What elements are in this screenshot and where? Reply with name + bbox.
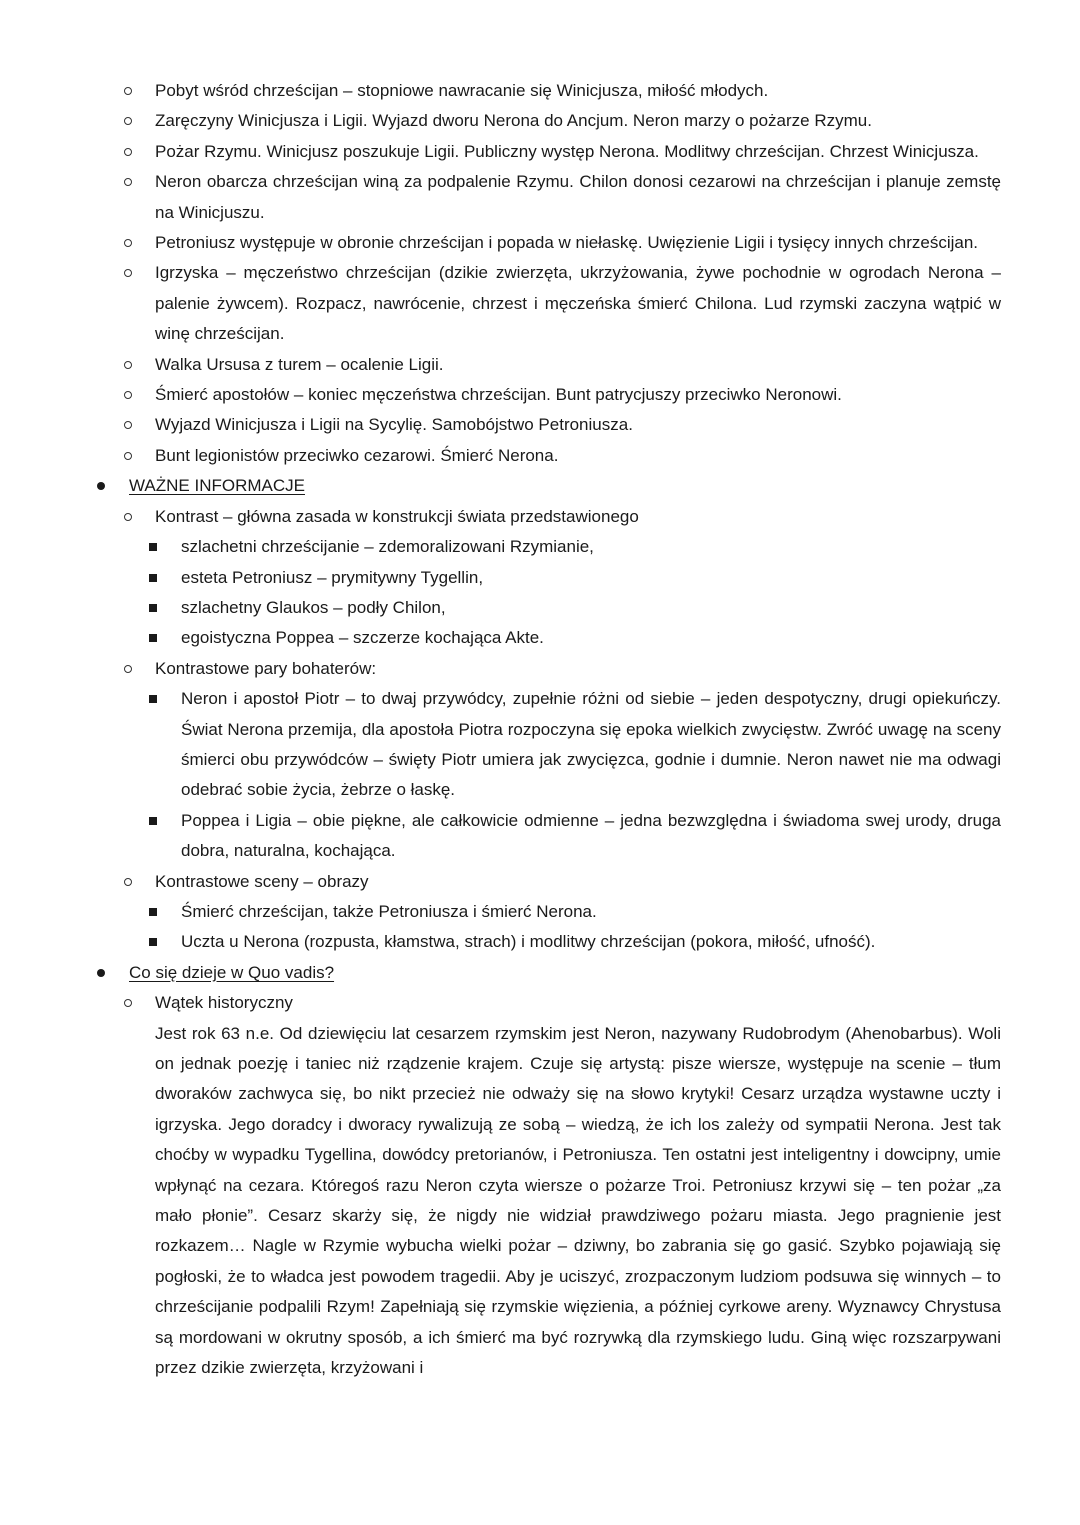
page-content xyxy=(0,76,1080,1383)
plot-item: Wyjazd Winicjusza i Ligii na Sycylię. Samobójstwo Petroniusza. xyxy=(0,410,1080,440)
section-heading-important: WAŻNE INFORMACJE xyxy=(0,471,1080,501)
kontrast-item: szlachetni chrześcijanie – zdemoralizowani Rzymianie, xyxy=(0,532,1080,562)
sceny-item: Uczta u Nerona (rozpusta, kłamstwa, strach) i modlitwy chrześcijan (pokora, miłość, ufność). xyxy=(0,927,1080,957)
plot-item: Pobyt wśród chrześcijan – stopniowe nawracanie się Winicjusza, miłość młodych. xyxy=(0,76,1080,106)
kontrast-item: szlachetny Glaukos – podły Chilon, xyxy=(0,593,1080,623)
historical-paragraph: Jest rok 63 n.e. Od dziewięciu lat cesarzem rzymskim jest Neron, nazywany Rudobrodym (Ahenobarbus). Woli on jednak poezję i taniec niż rządzenie krajem. Czuje się artystą: pisze wiersze, występuje na scenie – tłum dworaków zachwyca się, bo nikt przecież nie odważy się na słowo krytyki! Cesarz urządza wystawne uczty i igrzyska. Jego doradcy i dworacy rywalizują ze sobą – wiedzą, że ich los zależy od sympatii Nerona. Jest tak choćby w wypadku Tygellina, dowódcy pretorianów, i Petroniusza. Ten ostatni jest inteligentny i dowcipny, umie wpłynąć na cezara. Któregoś razu Neron czyta wiersze o pożarze Troi. Petroniusz krzywi się – ten pożar „za mało płonie”. Cesarz skarży się, że nigdy nie widział prawdziwego pożaru miasta. Jego pragnienie jest rozkazem… Nagle w Rzymie wybucha wielki pożar – dziwny, bo zabrania się go gasić. Szybko pojawiają się pogłoski, że to władca jest powodem tragedii. Aby je uciszyć, zrozpaczonym ludziom podsuwa się winnych – to chrześcijanie podpalili Rzym! Zapełniają się rzymskie więzienia, a później cyrkowe areny. Wyznawcy Chrystusa są mordowani w okrutny sposób, a ich śmierć ma być rozrywką dla rzymskiego ludu. Giną więc rozszarpywani przez dzikie zwierzęta, krzyżowani i xyxy=(155,1023,1001,1378)
watek-label: Wątek historyczny xyxy=(0,988,1080,1018)
pary-label: Kontrastowe pary bohaterów: xyxy=(0,654,1080,684)
plot-item: Zaręczyny Winicjusza i Ligii. Wyjazd dworu Nerona do Ancjum. Neron marzy o pożarze Rzymu. xyxy=(0,106,1080,136)
section-heading-quo-vadis: Co się dzieje w Quo vadis? xyxy=(0,958,1080,988)
plot-item: Pożar Rzymu. Winicjusz poszukuje Ligii. Publiczny występ Nerona. Modlitwy chrześcijan. Chrzest Winicjusza. xyxy=(0,137,1080,167)
plot-item: Neron obarcza chrześcijan winą za podpalenie Rzymu. Chilon donosi cezarowi na chrześcijan i planuje zemstę na Winicjuszu. xyxy=(0,167,1080,228)
kontrast-label: Kontrast – główna zasada w konstrukcji świata przedstawionego xyxy=(0,502,1080,532)
plot-item: Walka Ursusa z turem – ocalenie Ligii. xyxy=(0,350,1080,380)
plot-item: Bunt legionistów przeciwko cezarowi. Śmierć Nerona. xyxy=(0,441,1080,471)
sceny-label: Kontrastowe sceny – obrazy xyxy=(0,867,1080,897)
pary-item: Poppea i Ligia – obie piękne, ale całkowicie odmienne – jedna bezwzględna i świadoma swej urody, druga dobra, naturalna, kochająca. xyxy=(0,806,1080,867)
plot-item: Petroniusz występuje w obronie chrześcijan i popada w niełaskę. Uwięzienie Ligii i tysięcy innych chrześcijan. xyxy=(0,228,1080,258)
pary-item: Neron i apostoł Piotr – to dwaj przywódcy, zupełnie różni od siebie – jeden despotyczny, drugi opiekuńczy. Świat Nerona przemija, dla apostoła Piotra rozpoczyna się epoka wielkich zwycięstw. Zwróć uwagę na sceny śmierci obu przywódców – święty Piotr umiera jak zwycięzca, godnie i dumnie. Neron nawet nie ma odwagi odebrać sobie życia, żebrze o łaskę. xyxy=(0,684,1080,806)
plot-item: Śmierć apostołów – koniec męczeństwa chrześcijan. Bunt patrycjuszy przeciwko Neronowi. xyxy=(0,380,1080,410)
kontrast-item: esteta Petroniusz – prymitywny Tygellin, xyxy=(0,563,1080,593)
kontrast-item: egoistyczna Poppea – szczerze kochająca Akte. xyxy=(0,623,1080,653)
sceny-item: Śmierć chrześcijan, także Petroniusza i śmierć Nerona. xyxy=(0,897,1080,927)
plot-item: Igrzyska – męczeństwo chrześcijan (dzikie zwierzęta, ukrzyżowania, żywe pochodnie w ogrodach Nerona – palenie żywcem). Rozpacz, nawrócenie, chrzest i męczeńska śmierć Chilona. Lud rzymski zaczyna wątpić w winę chrześcijan. xyxy=(0,258,1080,349)
